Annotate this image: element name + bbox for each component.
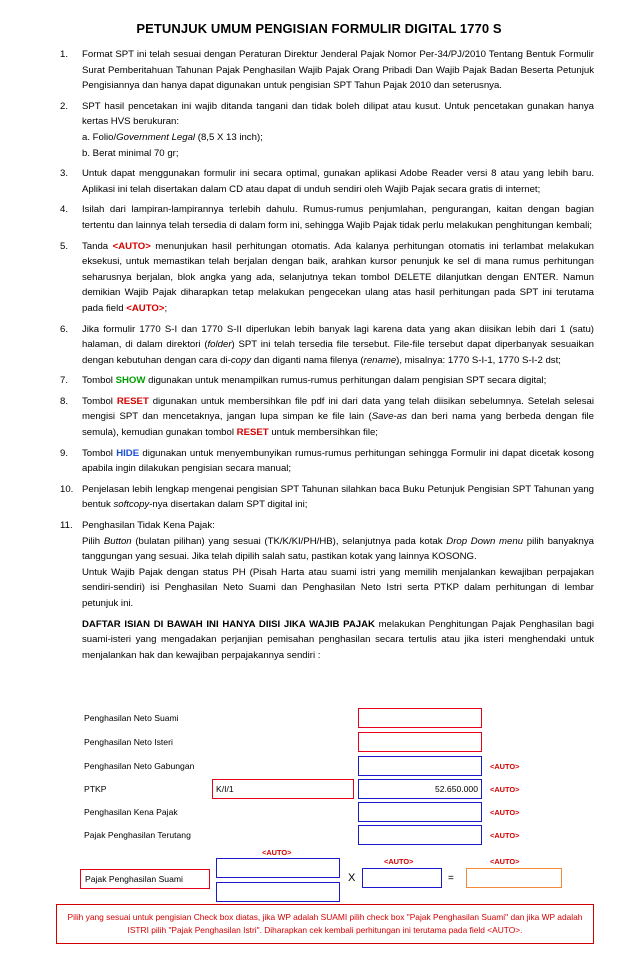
- sub-item-a: a. Folio/Government Legal (8,5 X 13 inch);: [82, 131, 263, 143]
- list-item: 5. Tanda <AUTO> menunjukan hasil perhitungan otomatis. Ada kalanya perhitungan otomatis ini terlambat melakukan eksekusi, untuk memastikan telah berjalan dengan baik, arahkan kursor penunjuk ke sel di mana rumus perhitungan seharusnya berjalan, blok angka yang ada, selanjutnya tekan tombol DELETE dilanjutkan dengan ENTER. Namun demikian Wajib Pajak diharapkan tetap melakukan pengecekan ulang atas hasil perhitungan pada SPT ini terutama pada field <AUTO>;: [60, 240, 594, 314]
- item-number: 7.: [60, 375, 69, 387]
- equals-sign: =: [448, 873, 454, 884]
- terutang-field[interactable]: [358, 825, 482, 845]
- kena-pajak-field[interactable]: [358, 802, 482, 822]
- item-paragraph: Pilih Button (bulatan pilihan) yang sesuai (TK/K/KI/PH/HB), selanjutnya pada kotak Drop Down menu pilih banyaknya tanggungan yang sesuai. Jika telah dipilih salah satu, pastikan kotak yang lainnya KOSONG.: [82, 535, 594, 563]
- show-keyword: SHOW: [115, 375, 146, 387]
- section-heading: DAFTAR ISIAN DI BAWAH INI HANYA DIISI JIKA WAJIB PAJAK: [82, 618, 375, 630]
- item-text: Untuk dapat menggunakan formulir ini secara optimal, gunakan aplikasi Adobe Reader versi 8 atau yang lebih baru. Aplikasi ini telah disertakan dalam CD atau dapat di unduh sendiri oleh Wajib Pajak secara gratis di internet;: [82, 168, 594, 195]
- list-item: [60, 202, 594, 233]
- list-item: [60, 47, 594, 94]
- list-item: [60, 99, 594, 161]
- auto-tag: <AUTO>: [112, 240, 151, 252]
- auto-tag: <AUTO>: [126, 302, 165, 314]
- item-number: 9.: [60, 447, 69, 459]
- list-item: 8. Tombol RESET digunakan untuk membersihkan file pdf ini dari data yang telah diisikan sebelumnya. Setelah selesai mengisi SPT dan mencetaknya, jangan lupa simpan ke file lain (Save-as dan beri nama yang berbeda dengan file semula), kemudian gunakan tombol RESET untuk membersihkan file;: [60, 395, 595, 439]
- sub-item-b: b. Berat minimal 70 gr;: [82, 147, 179, 159]
- list-item: 11. Penghasilan Tidak Kena Pajak: Pilih Button (bulatan pilihan) yang sesuai (TK/K/KI/PH/HB), selanjutnya pada kotak Drop Down menu pilih banyaknya tanggungan yang sesuai. Jika telah dipilih salah satu, pastikan kotak yang lainnya KOSONG. Untuk Wajib Pajak dengan status PH (Pisah Harta atau suami istri yang memilih menjalankan kewajiban perpajakan sendiri-sendiri) isi Penghasilan Neto Suami dan Penghasilan Neto Istri serta PTKP dalam perhitungan di lembar petunjuk ini. DAFTAR ISIAN DI BAWAH INI HANYA DIISI JIKA WAJIB PAJAK melakukan Penghitungan Pajak Penghasilan bagi suami-isteri yang mengadakan perjanjian pemisahan penghasilan secara tertulis atau jika isteri menghendaki untuk menjalankan hak dan kewajiban perpajakannya sendiri :: [60, 520, 594, 661]
- item-number: 5.: [60, 240, 69, 252]
- auto-tag: <AUTO>: [490, 857, 520, 866]
- reset-keyword: RESET: [116, 395, 149, 407]
- result-field[interactable]: [466, 868, 562, 888]
- list-item: 10. Penjelasan lebih lengkap mengenai pengisian SPT Tahunan silahkan baca Buku Petunjuk Pengisian SPT Tahunan yang bentuk softcopy-nya disertakan dalam SPT digital ini;: [60, 483, 594, 511]
- auto-tag: <AUTO>: [490, 808, 520, 817]
- ptkp-status-select[interactable]: K/I/1: [212, 779, 354, 799]
- reset-keyword: RESET: [236, 427, 269, 439]
- item-number: 4.: [60, 204, 69, 216]
- auto-tag: <AUTO>: [384, 857, 414, 866]
- item-text: Isilah dari lampiran-lampirannya terlebih dahulu. Rumus-rumus penjumlahan, pengurangan, kaitan dengan bagian tertentu dan lainnya telah tersedia di dalam form ini, sehingga Wajib Pajak tidak perlu melakukan penghitungan kembali;: [82, 204, 594, 231]
- pph-share-field[interactable]: [216, 882, 340, 902]
- pph-suami-checkbox[interactable]: Pajak Penghasilan Suami: [80, 869, 210, 889]
- multiply-sign: X: [348, 872, 356, 884]
- neto-gabungan-field[interactable]: [358, 756, 482, 776]
- pph-terutang-copy-field[interactable]: [216, 858, 340, 878]
- item-number: 10.: [60, 483, 74, 495]
- auto-tag: <AUTO>: [490, 762, 520, 771]
- ratio-field[interactable]: [362, 868, 442, 888]
- page-title: PETUNJUK UMUM PENGISIAN FORMULIR DIGITAL 1770 S: [136, 21, 502, 36]
- list-item: 9. Tombol HIDE digunakan untuk menyembunyikan rumus-rumus perhitungan sehingga Formulir ini dapat dicetak kosong apabila ingin dilakukan pengisian secara manual;: [60, 447, 595, 475]
- ptkp-value-field[interactable]: 52.650.000: [358, 779, 482, 799]
- item-number: 3.: [60, 168, 69, 180]
- label-neto-suami: Penghasilan Neto Suami: [84, 713, 179, 723]
- item-text: Format SPT ini telah sesuai dengan Peraturan Direktur Jenderal Pajak Nomor Per-34/PJ/2010 Tentang Bentuk Formulir Surat Pemberitahuan Tahunan Pajak Penghasilan Wajib Pajak Orang Pribadi Dan Wajib Pajak Badan Beserta Petunjuk Pengisiannya dan hanya dapat digunakan untuk pengisian SPT Tahun Pajak 2010 dan seterusnya.: [82, 49, 594, 92]
- label-ptkp: PTKP: [84, 784, 107, 794]
- item-text: SPT hasil pencetakan ini wajib ditanda tangani dan tidak boleh dilipat atau kusut. Untuk pencetakan gunakan hanya kertas HVS berukuran:: [82, 100, 594, 128]
- label-terutang: Pajak Penghasilan Terutang: [84, 830, 191, 840]
- list-item: [60, 166, 594, 197]
- list-item: 6. Jika formulir 1770 S-I dan 1770 S-II diperlukan lebih banyak lagi karena data yang akan diisikan lebih dari 1 (satu) halaman, di dalam direktori (folder) SPT ini telah tersedia file tersebut. File-file tersebut dapat diperbanyak sesuaikan dengan kebutuhan dengan cara di-copy dan diganti nama filenya (rename), misalnya: 1770 S-I-1, 1770 S-I-2 dst;: [60, 323, 594, 366]
- item-paragraph: Untuk Wajib Pajak dengan status PH (Pisah Harta atau suami istri yang memilih menjalankan kewajiban perpajakan sendiri-sendiri) isi Penghasilan Neto Suami dan Penghasilan Neto Istri serta PTKP dalam perhitungan di lembar petunjuk ini.: [82, 566, 594, 609]
- list-item: 7. Tombol SHOW digunakan untuk menampilkan rumus-rumus perhitungan dalam pengisian SPT secara digital;: [60, 373, 594, 389]
- item-text: Penghasilan Tidak Kena Pajak:: [82, 520, 215, 532]
- item-number: 8.: [60, 395, 69, 407]
- label-kena-pajak: Penghasilan Kena Pajak: [84, 807, 178, 817]
- neto-isteri-field[interactable]: [358, 732, 482, 752]
- neto-suami-field[interactable]: [358, 708, 482, 728]
- item-number: 1.: [60, 49, 69, 60]
- item-number: 11.: [60, 520, 73, 532]
- auto-tag: <AUTO>: [262, 848, 292, 857]
- item-number: 6.: [60, 323, 69, 335]
- auto-tag: <AUTO>: [490, 785, 520, 794]
- note-box: Pilih yang sesuai untuk pengisian Check box diatas, jika WP adalah SUAMI pilih check box "Pajak Penghasilan Suami" dan jika WP adalah ISTRI pilih "Pajak Penghasilan Istri". Diharapkan cek kembali perhitungan ini terutama pada field <AUTO>.: [56, 904, 594, 944]
- label-neto-isteri: Penghasilan Neto Isteri: [84, 737, 173, 747]
- label-neto-gabungan: Penghasilan Neto Gabungan: [84, 761, 195, 771]
- auto-tag: <AUTO>: [490, 831, 520, 840]
- item-number: 2.: [60, 100, 69, 112]
- hide-keyword: HIDE: [116, 447, 140, 459]
- instruction-list: [60, 47, 594, 668]
